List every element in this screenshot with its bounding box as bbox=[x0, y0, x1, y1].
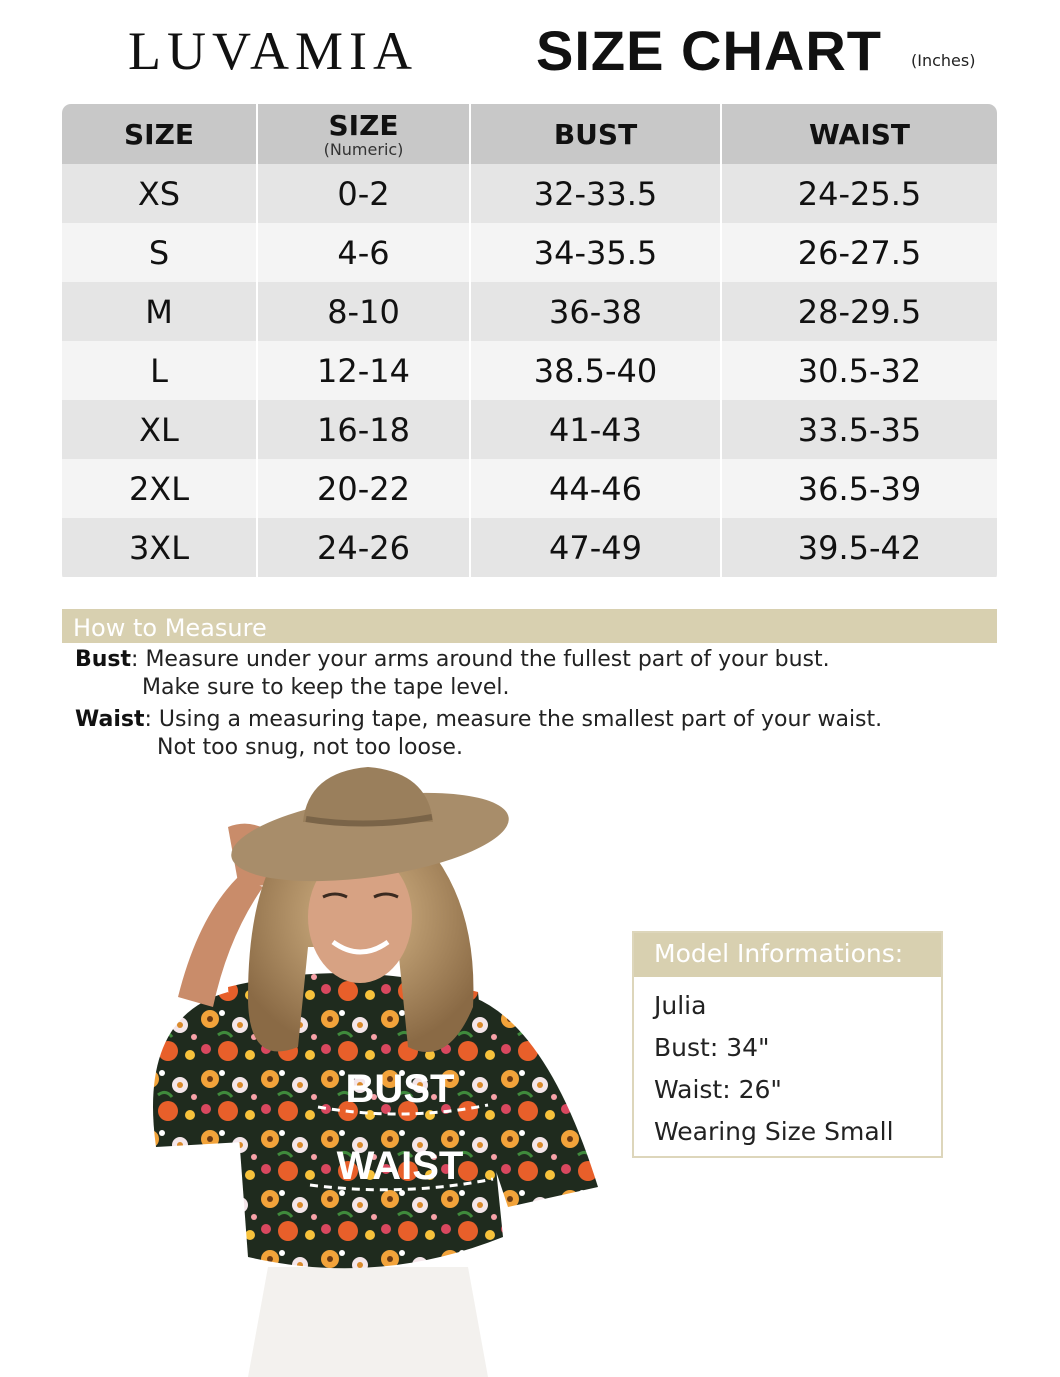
cell-numeric: 12-14 bbox=[258, 341, 471, 400]
model-wearing-size: Wearing Size Small bbox=[654, 1117, 894, 1146]
cell-bust: 47-49 bbox=[471, 518, 722, 577]
waist-instruction-text: : Using a measuring tape, measure the smallest part of your waist. bbox=[144, 707, 883, 732]
cell-numeric: 8-10 bbox=[258, 282, 471, 341]
cell-waist: 39.5-42 bbox=[797, 528, 922, 567]
bust-instruction-label: Bust bbox=[75, 647, 132, 672]
cell-bust: 36-38 bbox=[471, 282, 722, 341]
table-row bbox=[62, 459, 997, 518]
table-row bbox=[62, 223, 997, 282]
bust-instruction bbox=[75, 647, 830, 672]
bust-overlay-label: BUST bbox=[345, 1067, 455, 1111]
model-info-heading: Model Informations: bbox=[634, 933, 941, 977]
cell-numeric: 24-26 bbox=[258, 518, 471, 577]
cell-bust: 38.5-40 bbox=[471, 341, 722, 400]
header-waist-label: WAIST bbox=[809, 117, 910, 151]
table-row bbox=[62, 164, 997, 223]
model-waist: Waist: 26" bbox=[654, 1075, 782, 1104]
cell-size: 3XL bbox=[62, 518, 258, 577]
brand-logo: LUVAMIA bbox=[128, 21, 419, 81]
table-row bbox=[62, 282, 997, 341]
header-waist bbox=[722, 104, 997, 164]
header-numeric-sub: (Numeric) bbox=[323, 140, 404, 159]
model-info-box bbox=[632, 931, 943, 1158]
cell-waist: 24-25.5 bbox=[797, 174, 922, 213]
size-table bbox=[62, 104, 997, 583]
cell-size: XL bbox=[62, 400, 258, 459]
cell-numeric: 16-18 bbox=[258, 400, 471, 459]
waist-instruction bbox=[75, 707, 882, 732]
header-bust bbox=[471, 104, 722, 164]
cell-waist: 36.5-39 bbox=[797, 469, 922, 508]
cell-bust: 34-35.5 bbox=[471, 223, 722, 282]
model-bust: Bust: 34" bbox=[654, 1033, 770, 1062]
waist-instruction-label: Waist bbox=[75, 707, 145, 732]
cell-size: M bbox=[62, 282, 258, 341]
how-to-measure-heading: How to Measure bbox=[62, 609, 997, 643]
cell-size: 2XL bbox=[62, 459, 258, 518]
cell-numeric: 4-6 bbox=[258, 223, 471, 282]
model-photo bbox=[78, 767, 598, 1377]
cell-bust: 44-46 bbox=[471, 459, 722, 518]
cell-numeric: 20-22 bbox=[258, 459, 471, 518]
cell-size: S bbox=[62, 223, 258, 282]
header-numeric-label: SIZE bbox=[328, 109, 399, 142]
cell-bust: 32-33.5 bbox=[471, 164, 722, 223]
cell-waist: 28-29.5 bbox=[797, 292, 922, 331]
table-row bbox=[62, 341, 997, 400]
header-size-label: SIZE bbox=[123, 117, 194, 151]
table-header bbox=[62, 104, 997, 164]
page-title: SIZE CHART bbox=[536, 19, 882, 82]
bust-instruction-line2: Make sure to keep the tape level. bbox=[142, 675, 510, 700]
cell-size: XS bbox=[62, 164, 258, 223]
table-row bbox=[62, 518, 997, 577]
header-bust-label: BUST bbox=[553, 117, 638, 151]
model-name: Julia bbox=[654, 991, 707, 1020]
header-numeric bbox=[258, 104, 471, 164]
cell-bust: 41-43 bbox=[471, 400, 722, 459]
waist-overlay-label: WAIST bbox=[336, 1144, 464, 1188]
waist-instruction-line2: Not too snug, not too loose. bbox=[157, 735, 463, 760]
cell-size: L bbox=[62, 341, 258, 400]
header-size bbox=[62, 104, 258, 164]
cell-waist: 33.5-35 bbox=[797, 410, 922, 449]
cell-waist: 30.5-32 bbox=[797, 351, 922, 390]
table-row bbox=[62, 400, 997, 459]
unit-label: (Inches) bbox=[911, 51, 976, 70]
cell-waist: 26-27.5 bbox=[797, 233, 922, 272]
cell-numeric: 0-2 bbox=[258, 164, 471, 223]
bust-instruction-text: : Measure under your arms around the fullest part of your bust. bbox=[131, 647, 830, 672]
